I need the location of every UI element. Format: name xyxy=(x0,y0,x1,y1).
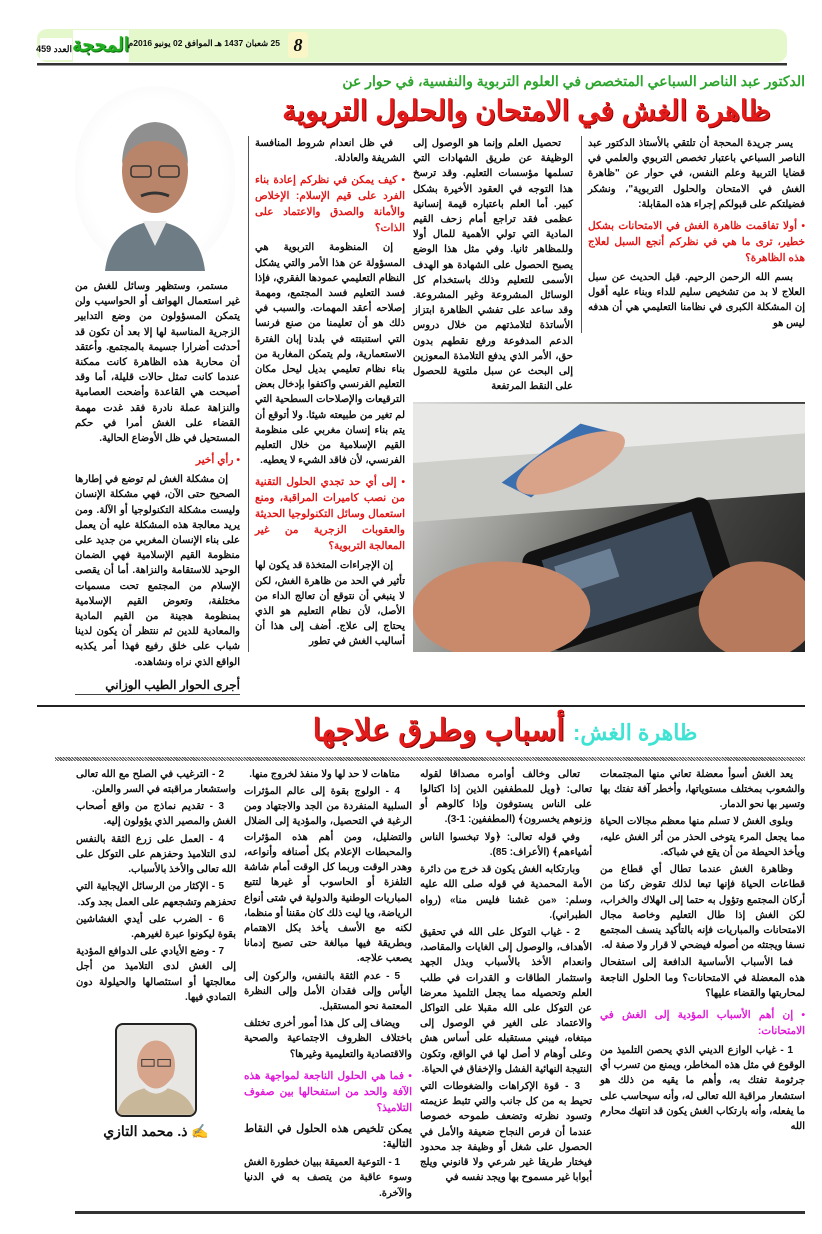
subheading: يمكن تلخيص هذه الحلول في النقاط التالية: xyxy=(244,1122,412,1150)
paragraph: وبلوى الغش لا تسلم منها معظم مجالات الحياة مما يجعل المرء يتوخى الحذر من أثر الغش عليه، ويأخذ الحيطة من أن يقع في شباكه. xyxy=(600,816,805,858)
phone-cheating-image-icon xyxy=(413,402,805,652)
section-divider xyxy=(37,705,805,707)
paragraph: في ظل انعدام شروط المنافسة الشريفة والعادلة. xyxy=(255,138,405,165)
question-heading: • فما هي الحلول الناجعة لمواجهة هذه الآفة والحد من استفحالها بين صفوف التلاميذ؟ xyxy=(244,1069,412,1114)
interview-main-columns xyxy=(413,136,805,396)
question-heading: • إن أهم الأسباب المؤدية إلى الغش في الامتحانات: xyxy=(600,1008,805,1037)
paragraph: إن مشكلة الغش لم توضع في إطارها الصحيح حتى الآن، فهي مشكلة الإنسان وليست مشكلة التكنولوجيا أو الآلة. ومن يريد معالجة هذه المشكلة عليه أن يعمل على بناء الإنسان المغربي من جديد على منظومة القيم الإسلامية فهي الضمان الوحيد للاستقامة والنزاهة. أما أن يقصى الإسلام من المجتمع تحت مسميات مختلفة، وتعوض القيم الإسلامية بمنظومة هجينة من القيم المادية والمعادية للدين ثم ننتظر أن يكون لدينا شباب على خلق رفيع فهذا أمر يكذبه الواقع الذي نراه ونشاهده. xyxy=(75,474,240,668)
paragraph: 1 - غياب الوازع الديني الذي يحصن التلميذ من الوقوع في مثل هذه المخاطر، ويمنع من تسرب أي جرثومة تفتك به، وأهم ما يقيه من ذلك هو استشعار مراقبة الله تعالى له، وأنه سيحاسب على ما يفعله، وأنه بارتكاب الغش يكون قد انتهك محارم الله xyxy=(600,1044,805,1132)
interview-title: ظاهرة الغش في الامتحان والحلول التربوية xyxy=(282,95,771,126)
paragraph: إن المنظومة التربوية هي المسؤولة عن هذا الأمر والتي يشكل النظام التعليمي عمودها الفقري، فإذا فسد التعليم فسد المجتمع، ومهمة إصلاحه أعقد المهمات. والسبب في ذلك هو أن تعليمنا من صنع فرنسا التي استنبتته في بلدنا إبان الفترة الاستعمارية، ولم يتمكن المغاربة من بناء نظام تعليمي بديل ليحل مكان التعليم الفرنسي واكتفوا بإدخال بعض الترقيعات والإصلاحات السطحية التي لم تغير من طبيعته شيئا. ولا أتوقع أن يتم بناء إنسان مغربي على منظومة القيم الإسلامية من خلال التعليم الفرنسي، لأن فاقد الشيء لا يعطيه. xyxy=(255,242,405,467)
paragraph: وظاهرة الغش عندما تطال أي قطاع من قطاعات الحياة فإنها تبعا لذلك تقوض ركنا من أركان المجتمع وتؤول به حتما إلى الهلاك والخراب، لكن الغش إذا طال التعليم وخاصة مجال الامتحانات والمباريات فإنه بالتأكيد ينسف المجتمع نسفا ويجتثه من أصوله فيضحي لا قرار ولا صفة له. xyxy=(600,864,805,952)
pen-icon: ✍ xyxy=(187,1122,209,1139)
article-column-3 xyxy=(244,767,412,1203)
paragraph: 3 - قوة الإكراهات والضغوطات التي تحيط به من كل جانب والتي تثبط عزيمته وتسود نظرته وتضعف طموحه خصوصا عندما أن فرص النجاح ضعيفة والأمل في الحصول على شغل أو وظيفة جد محدود فيختار طريقا غير شرعي ولا قانوني ويلج أبوابا غير مسموح بها ويجد نفسه في xyxy=(420,1080,592,1184)
header-rule xyxy=(37,63,787,66)
hatched-rule xyxy=(55,757,805,761)
article-columns xyxy=(75,767,805,1203)
paragraph: تعالى وخالف أوامره مصداقا لقوله تعالى: ﴿ويل للمطففين الذين إذا اكتالوا على الناس يستوفون وإذا كالوهم أو وزنوهم يخسرون﴾ (المطففين: 1-3). xyxy=(420,768,592,826)
interview-columns xyxy=(248,136,805,652)
paragraph: تحصيل العلم وإنما هو الوصول إلى الوظيفة عن طريق الشهادات التي تسلمها مؤسسات التعليم. وقد ترسخ هذا التوجه في العقود الأخيرة بشكل كبير. أما العلم باعتباره قيمة إنسانية عظمى فقد تراجع أمام زحف القيم المادية التي تولي الأهمية للمال أولا وللمظاهر ثانيا. وفي مثل هذا الوضع يصبح الحصول على الشهادة هو الهدف الأسمى للتعليم وذلك باستخدام كل الوسائل المشروعة وغير المشروعة. وقد ساعد على تفشي الظاهرة ابتزاز الأساتذة لتلامذتهم من خلال دروس الدعم المدفوعة ورفع نقطهم بدون حق، الأمر الذي يدفع التلامذة المعوزين إلى البحث عن سبل ملتوية للحصول على النقط المرتفعة xyxy=(413,138,573,393)
issue-number: العدد 459 xyxy=(40,38,72,60)
article-author xyxy=(76,1123,236,1140)
interview-left-block xyxy=(75,72,240,695)
article-title xyxy=(75,711,805,753)
paragraph: فما الأسباب الأساسية الدافعة إلى استفحال هذه المعضلة في الامتحانات؟ وما الحلول الناجعة لمحاربتها والقضاء عليها؟ xyxy=(600,957,805,999)
paragraph: 2 - غياب التوكل على الله في تحقيق الأهداف، والوصول إلى الغايات والمقاصد، وانعدام الأخذ بالأسباب وبذل الجهد واستثمار الطاقات و القدرات في طلب العلم وتحصيله مما يجعل التلميذ معرضا عن التوكل على الله مقبلا على التواكل والاعتماد على الغير في الوصول إلى مبتغاه، فيبني مستقبله على أساس هش وعلى أوهام لا أصل لها في الواقع، وتكون النتيجة النهائية الفشل والإخفاق في الحياة. xyxy=(420,926,592,1075)
question-heading: • رأي أخير xyxy=(195,454,240,467)
interview-subtitle: الدكتور عبد الناصر السباعي المتخصص في العلوم التربوية والنفسية، في حوار عن xyxy=(342,73,805,89)
paragraph: يعد الغش أسوأ معضلة تعاني منها المجتمعات والشعوب بمختلف مستوياتها، وأخطر آفة تفتك بها وتسير بها نحو الدمار. xyxy=(600,768,805,811)
question-heading: • كيف يمكن في نظركم إعادة بناء الفرد على قيم الإسلام: الإخلاص والأمانة والصدق والاعتماد على الذات؟ xyxy=(255,174,405,235)
paragraph: إن الإجراءات المتخذة قد يكون لها تأثير في الحد من ظاهرة الغش، لكن لا ينبغي أن نتوقع أن تعالج الداء من الأصل، لأن نظام التعليم هو الذي يحتاج إلى علاج. أضف إلى هذا أن أساليب الغش في تطور xyxy=(255,560,405,648)
interview-column-2 xyxy=(413,136,573,396)
interview-main-block xyxy=(413,136,805,652)
paragraph: 5 - عدم الثقة بالنفس، والركون إلى اليأس وإلى فقدان الأمل وإلى النظرة المعتمة نحو المستقبل. xyxy=(244,970,412,1012)
interview-column-1 xyxy=(581,136,805,333)
article-column-4 xyxy=(76,767,236,1005)
paragraph: وبارتكابه الغش يكون قد خرج من دائرة الأمة المحمدية في قوله صلى الله عليه وسلم: «من غشنا فليس منا» (رواه الطبراني). xyxy=(420,864,592,921)
paragraph: 6 - الضرب على أيدي الغشاشين بقوة ليكونوا عبرة لغيرهم. xyxy=(76,913,236,940)
article-column-4-block xyxy=(76,767,236,1140)
paragraph: متاهات لا حد لها ولا منفذ لخروج منها. xyxy=(249,768,400,780)
interview-column-3 xyxy=(248,136,405,652)
interview-right-block xyxy=(248,72,805,652)
portrait-photo-icon xyxy=(75,86,235,271)
paragraph: 5 - الإكثار من الرسائل الإيجابية التي تحفزهم وتشجعهم على العمل بجد وكد. xyxy=(76,881,236,908)
paragraph: ويضاف إلى كل هذا أمور أخرى تختلف باختلاف الظروف الاجتماعية والصحية والاقتصادية والتعليمية وغيرها؟ xyxy=(244,1018,412,1060)
author-photo xyxy=(115,1023,197,1117)
issue-date: 25 شعبان 1437 هـ الموافق 02 يونيو 2016م xyxy=(127,38,280,48)
column-end-rule xyxy=(75,1211,805,1214)
page-number: 8 xyxy=(288,32,308,58)
newspaper-logo: المحجة xyxy=(73,30,129,62)
paragraph: بسم الله الرحمن الرحيم. قبل الحديث عن سبل العلاج لا بد من تشخيص سليم للداء وبناء عليه أقول إن المشكلة الكبرى في نظامنا التعليمي هي أن هدفه ليس هو xyxy=(588,272,805,329)
paragraph: 7 - وضع الأيادي على الدوافع المؤدية إلى الغش لدى التلاميذ من أجل معالجتها أو استئصالها والحيلولة دون التمادي فيها. xyxy=(76,946,236,1003)
paragraph: 2 - الترغيب في الصلح مع الله تعالى واستشعار مراقبته في السر والعلن. xyxy=(76,768,236,796)
paragraph: 4 - العمل على زرع الثقة بالنفس لدى التلاميذ وحفزهم على التوكل على الله تعالى والأخذ بالأسباب. xyxy=(76,833,236,876)
author-portrait-icon xyxy=(117,1025,195,1115)
interview-section xyxy=(75,72,805,695)
interview-column-4 xyxy=(75,279,240,670)
paragraph: يسر جريدة المحجة أن تلتقي بالأستاذ الدكتور عبد الناصر السباعي باعتبار تخصص التربوي والعلمي في قضايا التربية وعلم النفس، في حوار عن "ظاهرة الغش في الامتحان والحلول التربوية"، ونشكر فضيلتكم على قبولكم إجراء هذه المقابلة: xyxy=(588,138,805,210)
interviewee-portrait xyxy=(75,86,235,271)
author-name: ذ. محمد التازي xyxy=(103,1122,188,1139)
paragraph: 4 - الولوج بقوة إلى عالم المؤثرات السلبية المنفردة من الجد والاجتهاد ومن الرغبة في التحصيل، والمؤدية إلى الضلال والتضليل، ومن أهم هذه المؤثرات والمحبطات الإعلام بكل أصنافه وأنواعه، وهدر الوقت وربما كل الوقت أمام شاشة التلفزة أو الحاسوب أو غيرها لتتبع المباريات الوطنية والدولية في شتى أنواع الرياضة، ويا ليت ذلك كان مقننا أو منظما، لكنه مع الأسف يأخذ بكل الاهتمام وبطريقة فيها مبالغة حتى تصبح إدمانا يصعب علاجه. xyxy=(244,786,412,965)
paragraph: 3 - تقديم نماذج من واقع أصحاب الغش والمصير الذي يؤولون إليه. xyxy=(76,801,236,828)
paragraph: مستمر، وستظهر وسائل للغش من غير استعمال الهواتف أو الحواسيب ولن يتمكن المسؤولون من وضع التدابير الزجرية المناسبة لها إلا بعد أن تكون قد أحدثت أضرارا جسيمة بالمجتمع. وأعتقد أن محاربة هذه الظاهرة كانت ممكنة عندما كانت تمثل حالات قليلة، أما وقد أصبحت هي القاعدة وأضحت العصامية والنزاهة عملة نادرة فقد غدت مهمة القضاء على الغش أمرا في حكم المستحيل في ظل الأوضاع الحالية. xyxy=(75,281,240,445)
question-heading: • إلى أي حد تجدي الحلول التقنية من نصب كاميرات المراقبة، ومنع استعمال وسائل التكنولوجيا الحديثة والعقوبات الزجرية من غير المعالجة التربوية؟ xyxy=(255,476,405,553)
paragraph: وفي قوله تعالى: ﴿ولا تبخسوا الناس أشياءهم﴾ (الأعراف: 85). xyxy=(420,831,592,858)
student-phone-photo xyxy=(413,402,805,652)
paragraph: 1 - التوعية العميقة ببيان خطورة الغش وسوء عاقبة من يتصف به في الدنيا والآخرة. xyxy=(243,1157,412,1199)
article-column-1 xyxy=(600,767,805,1136)
question-heading: • أولا تفاقمت ظاهرة الغش في الامتحانات بشكل خطير، ترى ما هي في نظركم أنجع السبل لعلاج هذه الظاهرة؟ xyxy=(588,220,805,265)
interview-byline: أجرى الحوار الطيب الوزاني xyxy=(75,672,240,695)
article-title-lead: ظاهرة الغش: xyxy=(573,719,698,745)
article-title-main: أسباب وطرق علاجها xyxy=(312,713,565,747)
article-column-2 xyxy=(420,767,592,1187)
